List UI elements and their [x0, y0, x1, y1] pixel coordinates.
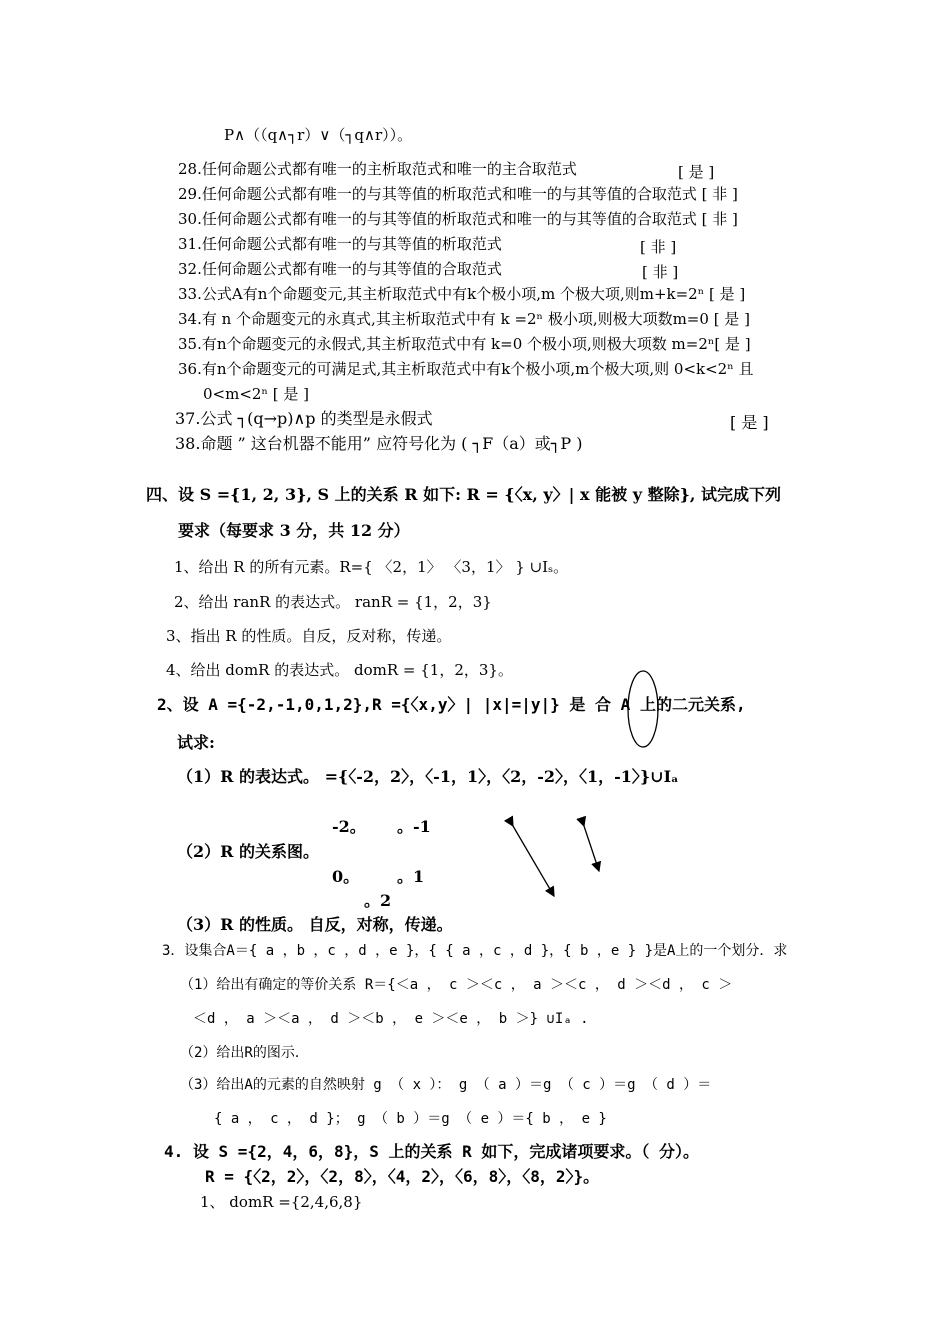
problem-2-part-3: （3）R 的性质。 自反，对称，传递。: [177, 915, 453, 934]
statement-31: 31.任何命题公式都有唯一的与其等值的析取范式: [178, 235, 502, 253]
problem-3-statement: 3．设集合A＝{ a ，b ，c ，d ，e }，{ { a ，c ，d }，{ b ，e } }是A上的一个划分．求: [162, 943, 788, 959]
problem-2-part-1: （1）R 的表达式。 ={〈-2，2〉，〈-1，1〉，〈2，-2〉，〈1，-1〉}∪Iₐ: [177, 767, 679, 786]
graph-node-neg2: -2。: [332, 817, 366, 836]
graph-node-neg1: 。-1: [397, 817, 431, 836]
statement-36: 36.有n个命题变元的可满足式,其主析取范式中有k个极小项,m个极大项,则 0<k<2ⁿ 且: [178, 360, 754, 378]
problem-4-relation: R = {〈2，2〉，〈2，8〉，〈4，2〉，〈6，8〉，〈8，2〉}。: [205, 1167, 600, 1186]
statement-35: 35.有n个命题变元的永假式,其主析取范式中有 k=0 个极小项,则极大项数 m=2ⁿ[ 是 ]: [178, 335, 751, 353]
verdict-28: [ 是 ]: [678, 163, 715, 181]
problem-3-part-3: （3）给出A的元素的自然映射 g （ x ）： g （ a ）＝g （ c ）＝g （ d ）＝: [180, 1077, 712, 1093]
graph-node-0: 0。: [332, 867, 360, 886]
verdict-31: [ 非 ]: [640, 238, 677, 256]
formula-line: P∧（（q∧┐r）∨（┐q∧r））。: [224, 126, 413, 144]
section-4-item-2: 2、给出 ranR 的表达式。 ranR = {1，2，3}: [174, 593, 492, 611]
graph-node-2: 。2: [364, 891, 392, 910]
problem-3-part-1-cont: ＜d ， a ＞＜a ， d ＞＜b ， e ＞＜e ， b ＞} ∪Iₐ .: [193, 1011, 589, 1027]
statement-34: 34.有 n 个命题变元的永真式,其主析取范式中有 k =2ⁿ 极小项,则极大项数m=0 [ 是 ]: [178, 310, 750, 328]
statement-28: 28.任何命题公式都有唯一的主析取范式和唯一的主合取范式: [178, 160, 577, 178]
problem-4-statement: 4. 设 S ={2，4，6，8}，S 上的关系 R 如下，完成诸项要求。（ 分）。: [164, 1142, 700, 1161]
section-4-item-4: 4、给出 domR 的表达式。 domR = {1，2，3}。: [166, 661, 513, 679]
statement-37: 37.公式 ┐(q→p)∧p 的类型是永假式: [175, 409, 433, 428]
double-arrow-left: [513, 826, 554, 896]
verdict-32: [ 非 ]: [642, 263, 679, 281]
graph-node-1: 。1: [397, 867, 425, 886]
problem-3-part-3-cont: { a ， c ， d }； g （ b ）＝g （ e ）＝{ b ， e }: [214, 1111, 607, 1127]
problem-4-item-1: 1、 domR ={2,4,6,8}: [200, 1193, 363, 1211]
statement-36-cont: 0<m<2ⁿ [ 是 ]: [203, 385, 309, 403]
statement-38: 38.命题 ” 这台机器不能用” 应符号化为 ( ┐F（a）或┐P ): [175, 434, 583, 453]
problem-3-part-2: （2）给出R的图示．: [180, 1045, 309, 1061]
section-4-heading: 四、设 S ={1, 2, 3}, S 上的关系 R 如下: R = {〈x, y〉| x 能被 y 整除}, 试完成下列: [146, 485, 782, 504]
verdict-37: [ 是 ]: [730, 413, 769, 432]
section-4-item-1: 1、给出 R 的所有元素。R={ 〈2，1〉 〈3，1〉 } ∪Iₛ。: [174, 558, 569, 576]
statement-29: 29.任何命题公式都有唯一的与其等值的析取范式和唯一的与其等值的合取范式 [ 非 ]: [178, 185, 738, 203]
section-4-item-3: 3、指出 R 的性质。自反，反对称，传递。: [166, 627, 452, 645]
problem-2-ask: 试求:: [177, 733, 215, 752]
oval-shape: [628, 671, 658, 747]
statement-32: 32.任何命题公式都有唯一的与其等值的合取范式: [178, 260, 502, 278]
problem-2-part-2: （2）R 的关系图。: [177, 842, 320, 861]
section-4-heading-cont: 要求（每要求 3 分，共 12 分）: [178, 521, 410, 540]
problem-2-statement: 2、设 A ={-2,-1,0,1,2},R ={〈x,y〉| |x|=|y|} 是 合 A 上的二元关系,: [157, 695, 746, 714]
double-arrow-right: [584, 826, 599, 871]
statement-30: 30.任何命题公式都有唯一的与其等值的析取范式和唯一的与其等值的合取范式 [ 非 ]: [178, 210, 738, 228]
problem-3-part-1: （1）给出有确定的等价关系 R＝{＜a ， c ＞＜c ， a ＞＜c ， d ＞＜d ， c ＞: [180, 977, 733, 993]
statement-33: 33.公式A有n个命题变元,其主析取范式中有k个极小项,m 个极大项,则m+k=2ⁿ [ 是 ]: [178, 285, 746, 303]
